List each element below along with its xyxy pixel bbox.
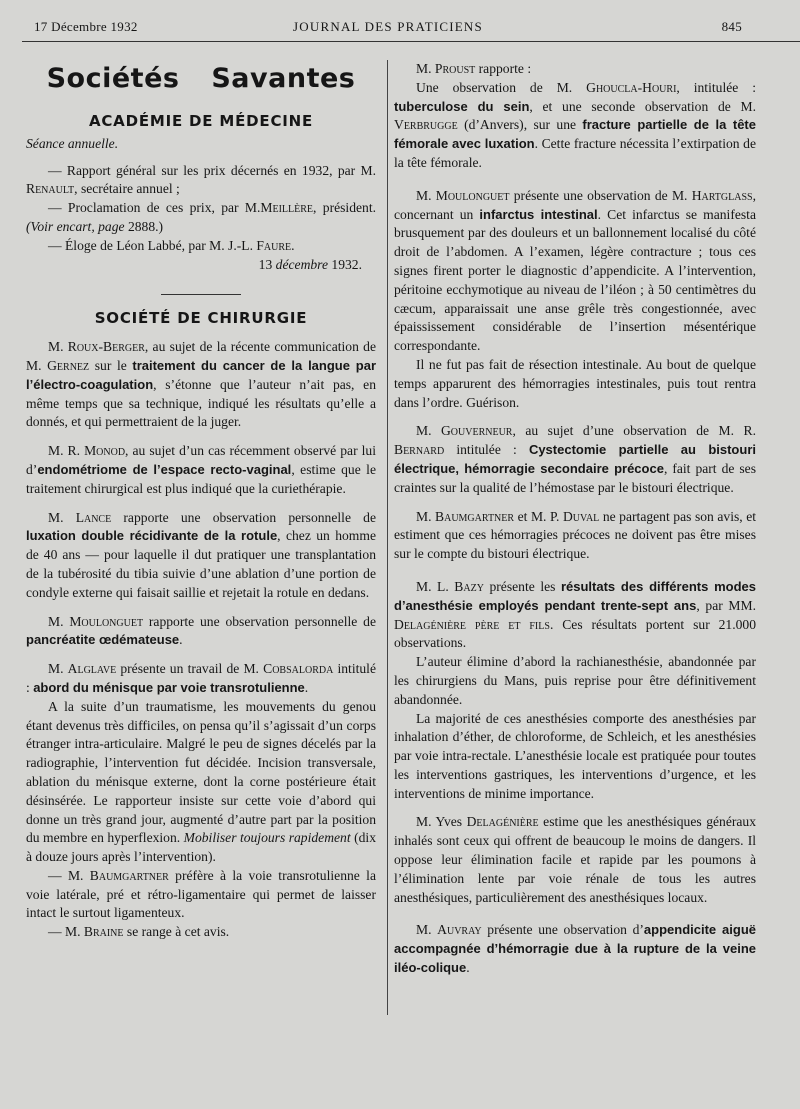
paragraph: M. Yves Delagénière estime que les anesthésiques généraux inhalés sont ceux qui offrent de beaucoup le moins de dangers. Il oppose leur élimination facile et rapide par les poumons à l’élimination lente par voie rénale de tous les autres anesthésiques, particulièrement des anesthésiques locaux. <box>394 814 757 905</box>
header-rule <box>22 41 800 42</box>
column-divider <box>387 60 388 1015</box>
paragraph: M. Roux-Berger, au sujet de la récente communication de M. Gernez sur le traitement du cancer de la langue par l’électro-coagulation, s’étonne que l’auteur n’ait pas, en même temps que sa technique, indiqué les résultats qu’elle a donnés, et qui permettraient de la juger. <box>26 339 376 430</box>
paragraph: M. Moulonguet rapporte une observation personnelle de pancréatite œdémateuse. <box>26 613 376 648</box>
paragraph: M. Moulonguet présente une observation de M. Hartglass, concernant un infarctus intestinal. Cet infarctus se manifesta brusquement par des douleurs et un ballonnement localisé du côté droit de l’abdomen. A l’examen, légère contracture ; tous ces signes firent porter le diagnostic d’appendicite. A l’intervention, péritoine ecchymotique au niveau de l’iléon ; à 50 centimètres du cæcum, apparaissait une anse grêle très congestionnée, avec épaississement considérable de l’insertion mésentérique correspondante. <box>394 187 756 354</box>
section-title-academie: ACADÉMIE DE MÉDECINE <box>88 112 314 130</box>
paragraph: M. Gouverneur, au sujet d’une observation de M. R. Bernard intitulée : Cystectomie partielle au bistouri électrique, hémorragie secondaire précoce, fait part de ses craintes sur la qualité de l’hémostase par le bistouri électrique. <box>394 423 757 495</box>
paragraph: Il ne fut pas fait de résection intestinale. Au bout de quelque temps apparurent des hémorragies intestinales, puis tout rentra dans l’ordre. Guérison. <box>394 356 756 410</box>
session-date: 13 décembre 1932. <box>258 256 362 272</box>
paragraph: — Rapport général sur les prix décernés en 1932, par M. Renault, secrétaire annuel ; <box>26 162 376 197</box>
section-divider <box>161 294 241 295</box>
paragraph: M. Lance rapporte une observation personnelle de luxation double récidivante de la rotule, chez un homme de 40 ans — pour laquelle il dut pratiquer une transplantation de la tubérosité du tibia suivie d’une ablation d’une portion de condyle externe qui faisait saillie et rejetait la rotule en dedans. <box>26 509 376 600</box>
paragraph: L’auteur élimine d’abord la rachianesthésie, abandonnée par les chirurgiens du Mans, puis reprise pour être définitivement abandonnée. <box>394 654 756 707</box>
paragraph: M. L. Bazy présente les résultats des différents modes d’anesthésie employés pendant trente-sept ans, par MM. Delagénière père et fils. Ces résultats portent sur 21.000 observations. <box>394 578 756 651</box>
section-subtitle: Séance annuelle. <box>26 135 119 151</box>
paragraph: La majorité de ces anesthésies comporte des anesthésies par inhalation d’éther, de chloroforme, de Schleich, et les anesthésies par voie intra-rectale. L’anesthésie locale est pratiquée pour toutes les interventions gastriques, les interventions d’urgence, et les interventions de minime importance. <box>394 710 756 801</box>
page-number: 845 <box>721 19 742 34</box>
right-column <box>394 60 756 978</box>
paragraph: — Proclamation de ces prix, par M.Meillère, président. (Voir encart, page 2888.) <box>26 200 377 234</box>
left-column <box>26 60 376 942</box>
paragraph: Une observation de M. Ghoucla-Houri, intitulée : tuberculose du sein, et une seconde observation de M. Verbrugge (d’Anvers), sur une fracture partielle de la tête fémorale avec luxation. Cette fracture nécessita l’extirpation de la tête fémorale. <box>394 79 757 170</box>
paragraph: — Éloge de Léon Labbé, par M. J.-L. Faure. <box>48 237 295 253</box>
main-title: Sociétés Savantes <box>46 63 356 94</box>
section-title-chirurgie: SOCIÉTÉ DE CHIRURGIE <box>94 309 308 328</box>
paragraph: M. Baumgartner et M. P. Duval ne partagent pas son avis, et estiment que ces hémorragies précoces ne doivent pas être mises sur le compte du bistouri électrique. <box>394 508 757 562</box>
paragraph: — M. Baumgartner préfère à la voie transrotulienne la voie latérale, pré et rétro-ligamentaire qui permet de laisser intact le surtout ligamenteux. <box>26 867 376 921</box>
paragraph: — M. Braine se range à cet avis. <box>48 924 230 940</box>
running-head <box>34 19 742 35</box>
journal-title: JOURNAL DES PRATICIENS <box>293 19 483 34</box>
paragraph: M. Proust rapporte : <box>416 61 532 76</box>
paragraph: M. Auvray présente une observation d’appendicite aiguë accompagnée d’hémorragie due à la rupture de la veine iléo-colique. <box>394 922 756 976</box>
paragraph: M. R. Monod, au sujet d’un cas récemment observé par lui d’endométriome de l’espace recto-vaginal, estime que le traitement chirurgical est plus indiqué que la curiethérapie. <box>26 443 377 496</box>
paragraph: A la suite d’un traumatisme, les mouvements du genou étant devenus très difficiles, on pensa qu’il s’agissait d’un corps étranger intra-articulaire. Malgré le peu de signes décelés par la radiographie, l’intervention fut décidée. Incision transversale, ablation du ménisque externe, dont la corne postérieure était désinsérée. Le rapporteur insiste sur cette voie d’abord qui donne un très grand jour, augmenté d’autre part par la position du membre en hyperflexion. Mobiliser toujours rapidement (dix à douze jours après l’intervention). <box>26 698 376 865</box>
paragraph: M. Alglave présente un travail de M. Cobsalorda intitulé : abord du ménisque par voie transrotulienne. <box>26 661 376 695</box>
issue-date: 17 Décembre 1932 <box>34 19 138 34</box>
